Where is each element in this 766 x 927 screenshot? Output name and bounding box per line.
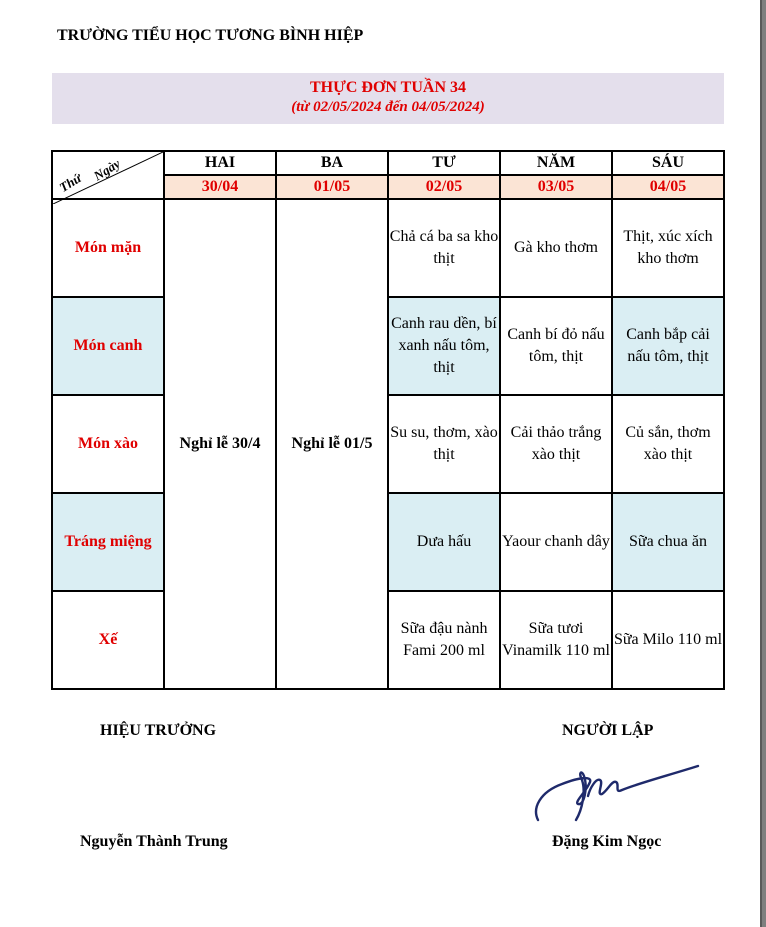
school-name: TRƯỜNG TIỂU HỌC TƯƠNG BÌNH HIỆP <box>57 27 364 44</box>
dish-cell: Canh bí đỏ nấu tôm, thịt <box>500 297 612 395</box>
dish-cell: Canh rau dền, bí xanh nấu tôm, thịt <box>388 297 500 395</box>
page-edge-scrollbar <box>760 0 766 927</box>
dish-cell: Cải thảo trắng xào thịt <box>500 395 612 493</box>
preparer-title: NGƯỜI LẬP <box>562 722 654 739</box>
menu-date-range: (từ 02/05/2024 đến 04/05/2024) <box>291 99 485 115</box>
holiday-cell: Nghỉ lễ 01/5 <box>276 199 388 689</box>
menu-row <box>52 297 724 395</box>
principal-title: HIỆU TRƯỞNG <box>100 722 217 739</box>
day-name-row <box>52 151 724 175</box>
corner-label-ngay: Ngày <box>90 155 123 184</box>
row-label-soup: Món canh <box>52 297 164 395</box>
corner-header <box>52 151 164 199</box>
principal-name: Nguyễn Thành Trung <box>80 833 228 850</box>
corner-label-thu: Thứ <box>56 170 84 196</box>
dish-cell: Sữa tươi Vinamilk 110 ml <box>500 591 612 689</box>
dish-cell: Canh bắp cải nấu tôm, thịt <box>612 297 724 395</box>
menu-row <box>52 199 724 297</box>
day-name: BA <box>276 151 388 175</box>
row-label-snack: Xế <box>52 591 164 689</box>
day-name: TƯ <box>388 151 500 175</box>
dish-cell: Sữa đậu nành Fami 200 ml <box>388 591 500 689</box>
menu-row <box>52 591 724 689</box>
row-label-stir-fry: Món xào <box>52 395 164 493</box>
day-date: 02/05 <box>388 175 500 199</box>
handwritten-signature <box>526 762 701 824</box>
day-name: SÁU <box>612 151 724 175</box>
dish-cell: Su su, thơm, xào thịt <box>388 395 500 493</box>
weekly-menu-table <box>51 150 725 690</box>
dish-cell: Yaour chanh dây <box>500 493 612 591</box>
day-name: HAI <box>164 151 276 175</box>
title-banner <box>52 73 724 124</box>
day-date: 03/05 <box>500 175 612 199</box>
row-label-main-dish: Món mặn <box>52 199 164 297</box>
dish-cell: Chả cá ba sa kho thịt <box>388 199 500 297</box>
dish-cell: Thịt, xúc xích kho thơm <box>612 199 724 297</box>
day-date: 01/05 <box>276 175 388 199</box>
day-name: NĂM <box>500 151 612 175</box>
day-date: 04/05 <box>612 175 724 199</box>
dish-cell: Sữa chua ăn <box>612 493 724 591</box>
menu-title: THỰC ĐƠN TUẦN 34 <box>309 79 466 96</box>
preparer-name: Đặng Kim Ngọc <box>552 833 662 850</box>
row-label-dessert: Tráng miệng <box>52 493 164 591</box>
dish-cell: Dưa hấu <box>388 493 500 591</box>
dish-cell: Sữa Milo 110 ml <box>612 591 724 689</box>
dish-cell: Củ sắn, thơm xào thịt <box>612 395 724 493</box>
holiday-cell: Nghỉ lễ 30/4 <box>164 199 276 689</box>
menu-row <box>52 493 724 591</box>
menu-row <box>52 395 724 493</box>
dish-cell: Gà kho thơm <box>500 199 612 297</box>
day-date: 30/04 <box>164 175 276 199</box>
